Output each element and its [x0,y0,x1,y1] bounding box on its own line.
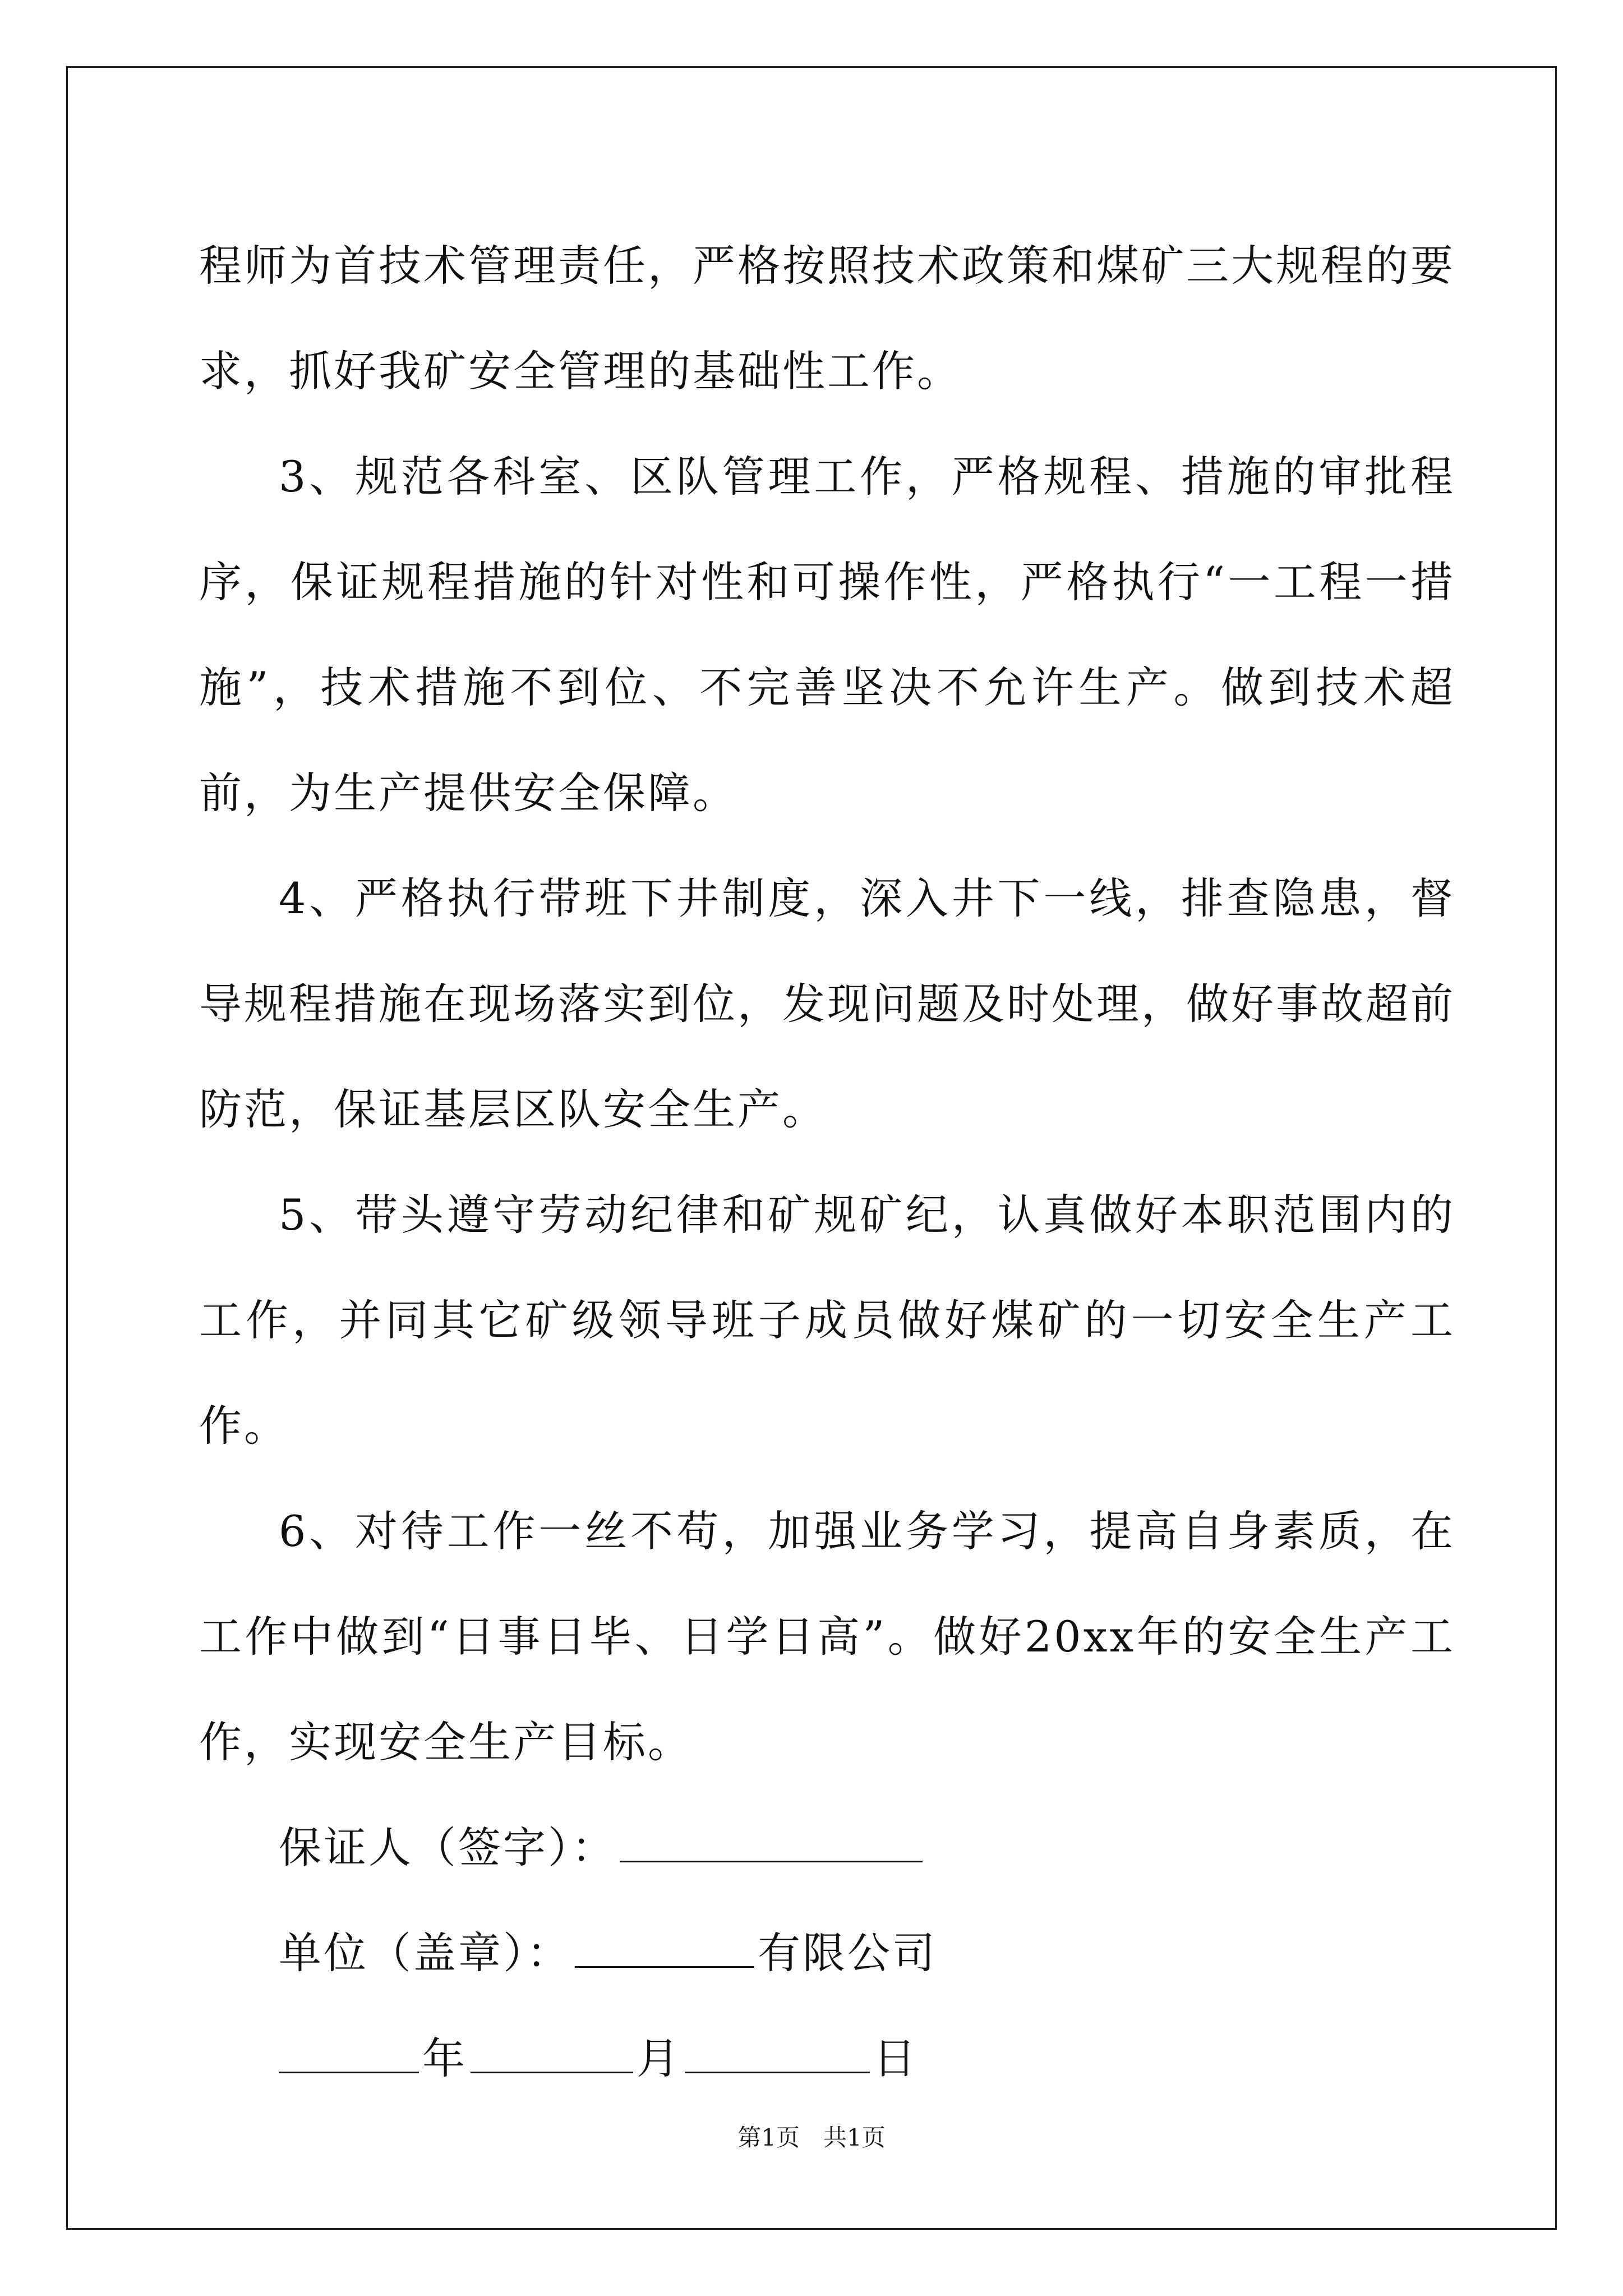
paragraph-item-3: 3、规范各科室、区队管理工作，严格规程、措施的审批程序，保证规程措施的针对性和可操作性，严格执行“一工程一措施”，技术措施不到位、不完善坚决不允许生产。做到技术超前，为生产提供安全保障。 [199,452,1455,818]
paragraph-continuation: 程师为首技术管理责任，严格按照技术政策和煤矿三大规程的要求，抓好我矿安全管理的基础性工作。 [199,241,1455,396]
guarantor-signature-line [199,1795,1455,1901]
month-label: 月 [637,2033,681,2083]
unit-suffix: 有限公司 [758,1928,937,1978]
unit-name-blank [575,1927,754,1968]
document-body [199,213,1455,2111]
guarantor-signature-blank [620,1821,923,1862]
day-blank [685,2032,870,2073]
day-label: 日 [873,2033,918,2083]
guarantor-label: 保证人（签字）： [279,1823,616,1872]
unit-stamp-line [199,1901,1455,2006]
year-blank [279,2032,419,2073]
paragraph-item-6: 6、对待工作一丝不苟，加强业务学习，提高自身素质，在工作中做到“日事日毕、日学日高”。做好20xx年的安全生产工作，实现安全生产目标。 [199,1506,1455,1767]
date-line [199,2006,1455,2111]
page-footer: 第1页 共1页 [737,2124,886,2151]
paragraph-item-5: 5、带头遵守劳动纪律和矿规矿纪，认真做好本职范围内的工作，并同其它矿级领导班子成员做好煤矿的一切安全生产工作。 [199,1190,1455,1451]
month-blank [471,2032,633,2073]
year-label: 年 [422,2033,467,2083]
unit-label: 单位（盖章）： [279,1928,571,1978]
paragraph-item-4: 4、严格执行带班下井制度，深入井下一线，排查隐患，督导规程措施在现场落实到位，发现问题及时处理，做好事故超前防范，保证基层区队安全生产。 [199,873,1455,1134]
